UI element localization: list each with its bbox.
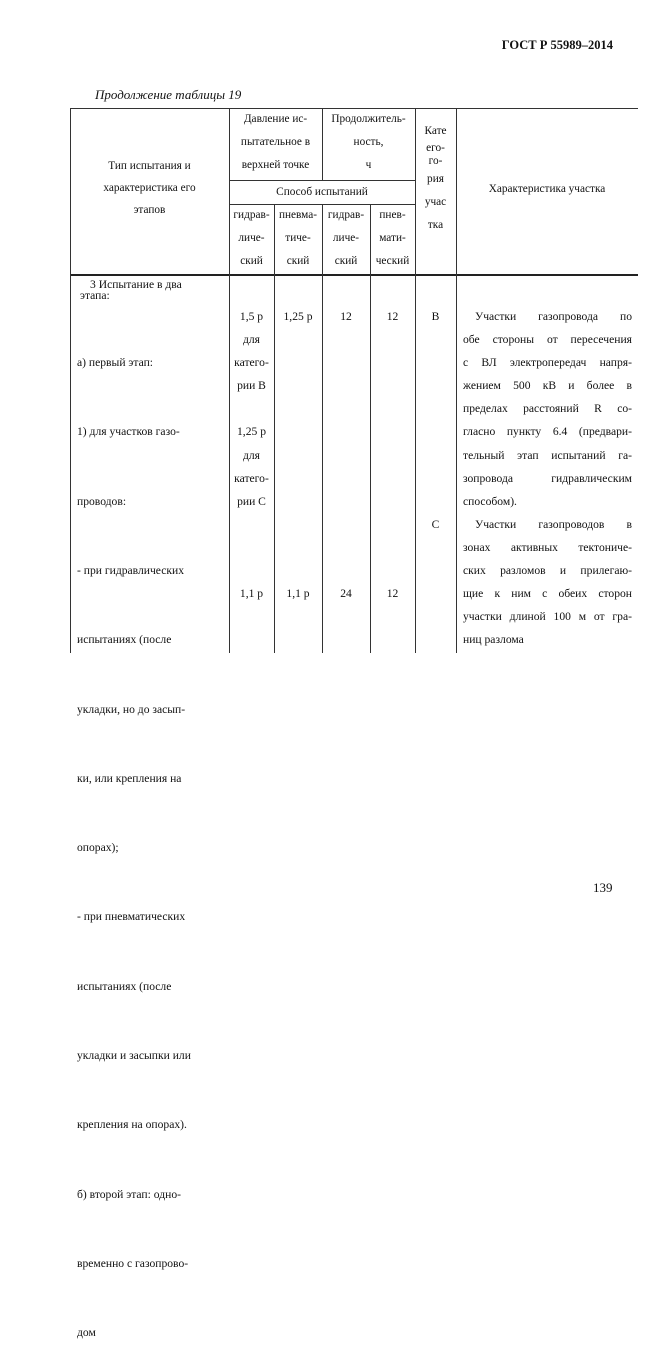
header-bottom-border <box>70 274 638 276</box>
header-sub-hydraulic-duration: гидрав- личе- ский <box>327 209 365 267</box>
section-title: 3 Испытание в два этапа: <box>80 278 182 302</box>
standard-header: ГОСТ Р 55989–2014 <box>501 38 613 52</box>
page-number: 139 <box>593 880 613 895</box>
value-pneu-pressure-2: 1,1 р <box>286 587 310 600</box>
value-pneu-pressure-1: 1,25 р <box>283 310 313 323</box>
value-hyd-pressure-1: 1,5 р <box>239 310 264 323</box>
header-duration: Продолжитель- ность, ч <box>331 113 406 171</box>
value-pneu-duration-2: 12 <box>386 587 399 600</box>
hydraulic-pressure-values: 1,5 р для катего- рии В 1,25 р для катего- рии С 1,1 р <box>229 305 274 605</box>
header-sub-pneumatic-duration: пнев- мати- ческий <box>375 209 410 267</box>
value-hyd-pressure-2: 1,1 р <box>239 587 264 601</box>
header-pressure: Давление ис- пытательное в верхней точке <box>240 113 311 171</box>
value-category-1: В <box>431 310 440 323</box>
characteristic-1: Участки газопровода по обе стороны от пересечения с ВЛ электропередач напря- жением 500 кВ и более в пределах расстояний R со- гласно пункту 6.4 (предвари- тельный этап испытаний га- зопровода гидравлическим способом). <box>463 310 632 508</box>
value-hyd-duration-1: 12 <box>340 310 352 323</box>
value-category-2: С <box>431 518 440 531</box>
table-caption: Продолжение таблицы 19 <box>95 87 242 102</box>
header-sub-pneumatic-pressure: пневма- тиче- ский <box>278 209 318 267</box>
header-sub-hydraulic-pressure: гидрав- личе- ский <box>233 209 270 267</box>
header-test-type: Тип испытания и характеристика его этапов <box>103 160 196 216</box>
value-pneu-duration-1: 12 <box>386 310 399 323</box>
value-hyd-duration-2: 24 <box>340 587 352 600</box>
header-category: Кате его- го- рия учас тка <box>424 125 447 231</box>
characteristic-2: Участки газопроводов в зонах активных тектониче- ских разломов и прилегаю- щие к ним с обеих сторон участки длиной 100 м от гра- ниц разлома <box>463 518 632 647</box>
test-stages-text: а) первый этап: 1) для участков газо- проводов: - при гидравлических испытаниях (после укладки, но до засып- ки, или крепления на опорах); - при пневматических испытаниях (после укладки и засыпки или крепления на опорах). б) второй этап: одно- временно с газопрово- дом <box>77 356 191 1340</box>
header-test-method: Способ испытаний <box>276 186 368 198</box>
header-section-characteristic: Характеристика участка <box>488 183 606 195</box>
